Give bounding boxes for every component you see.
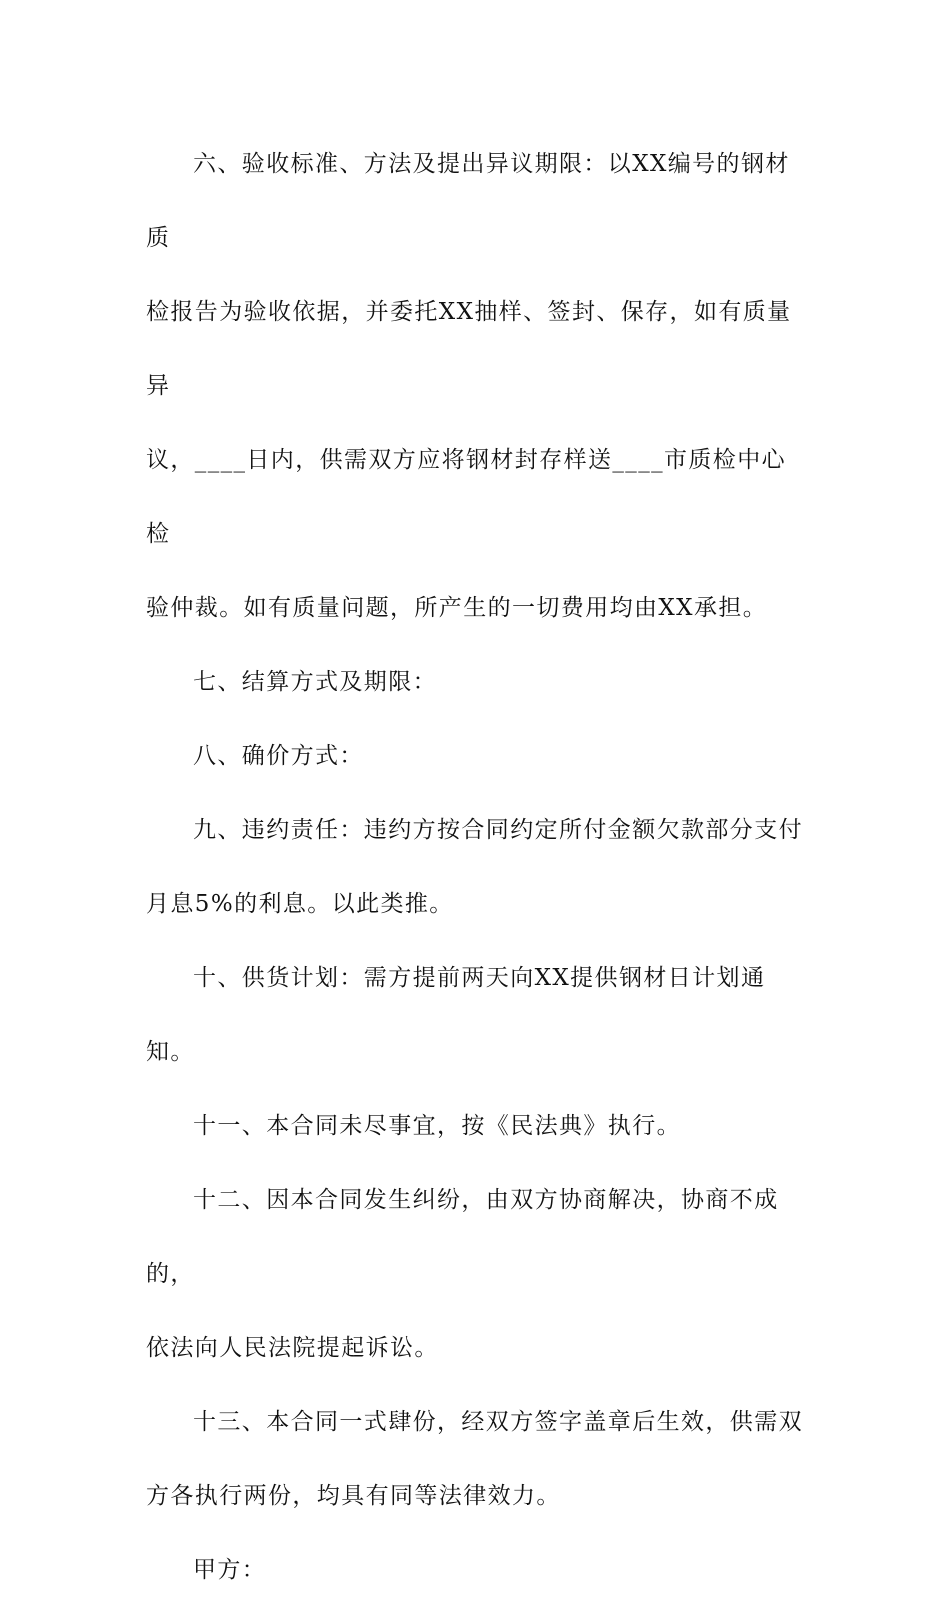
- party-a-signature-label: [146, 1533, 810, 1607]
- line: 六、验收标准、方法及提出异议期限：以XX编号的钢材质: [146, 151, 790, 251]
- line: 议，____日内，供需双方应将钢材封存样送____市质检中心检: [146, 447, 786, 547]
- line: 十一、本合同未尽事宜，按《民法典》执行。: [193, 1113, 681, 1139]
- line: 甲方：: [193, 1557, 267, 1583]
- clause-12-disputes: [146, 1163, 810, 1385]
- line: 十、供货计划：需方提前两天向XX提供钢材日计划通知。: [146, 965, 766, 1065]
- line: 验仲裁。如有质量问题，所产生的一切费用均由XX承担。: [146, 595, 768, 621]
- clause-6-inspection: [146, 127, 810, 645]
- line: 七、结算方式及期限：: [193, 669, 437, 695]
- line: 八、确价方式：: [193, 743, 364, 769]
- line: 检报告为验收依据，并委托XX抽样、签封、保存，如有质量异: [146, 299, 792, 399]
- line: 依法向人民法院提起诉讼。: [146, 1335, 439, 1361]
- clause-8-pricing: [146, 719, 810, 793]
- line: 月息5%的利息。以此类推。: [146, 891, 454, 917]
- clause-10-supply-plan: [146, 941, 810, 1089]
- line: 方各执行两份，均具有同等法律效力。: [146, 1483, 561, 1509]
- clause-7-settlement: [146, 645, 810, 719]
- document-body: [146, 127, 810, 1607]
- clause-9-liability: [146, 793, 810, 941]
- line: 十三、本合同一式肆份，经双方签字盖章后生效，供需双: [193, 1409, 803, 1435]
- clause-11-unresolved: [146, 1089, 810, 1163]
- line: 九、违约责任：违约方按合同约定所付金额欠款部分支付: [193, 817, 803, 843]
- line: 十二、因本合同发生纠纷，由双方协商解决，协商不成的，: [146, 1187, 779, 1287]
- clause-13-copies: [146, 1385, 810, 1533]
